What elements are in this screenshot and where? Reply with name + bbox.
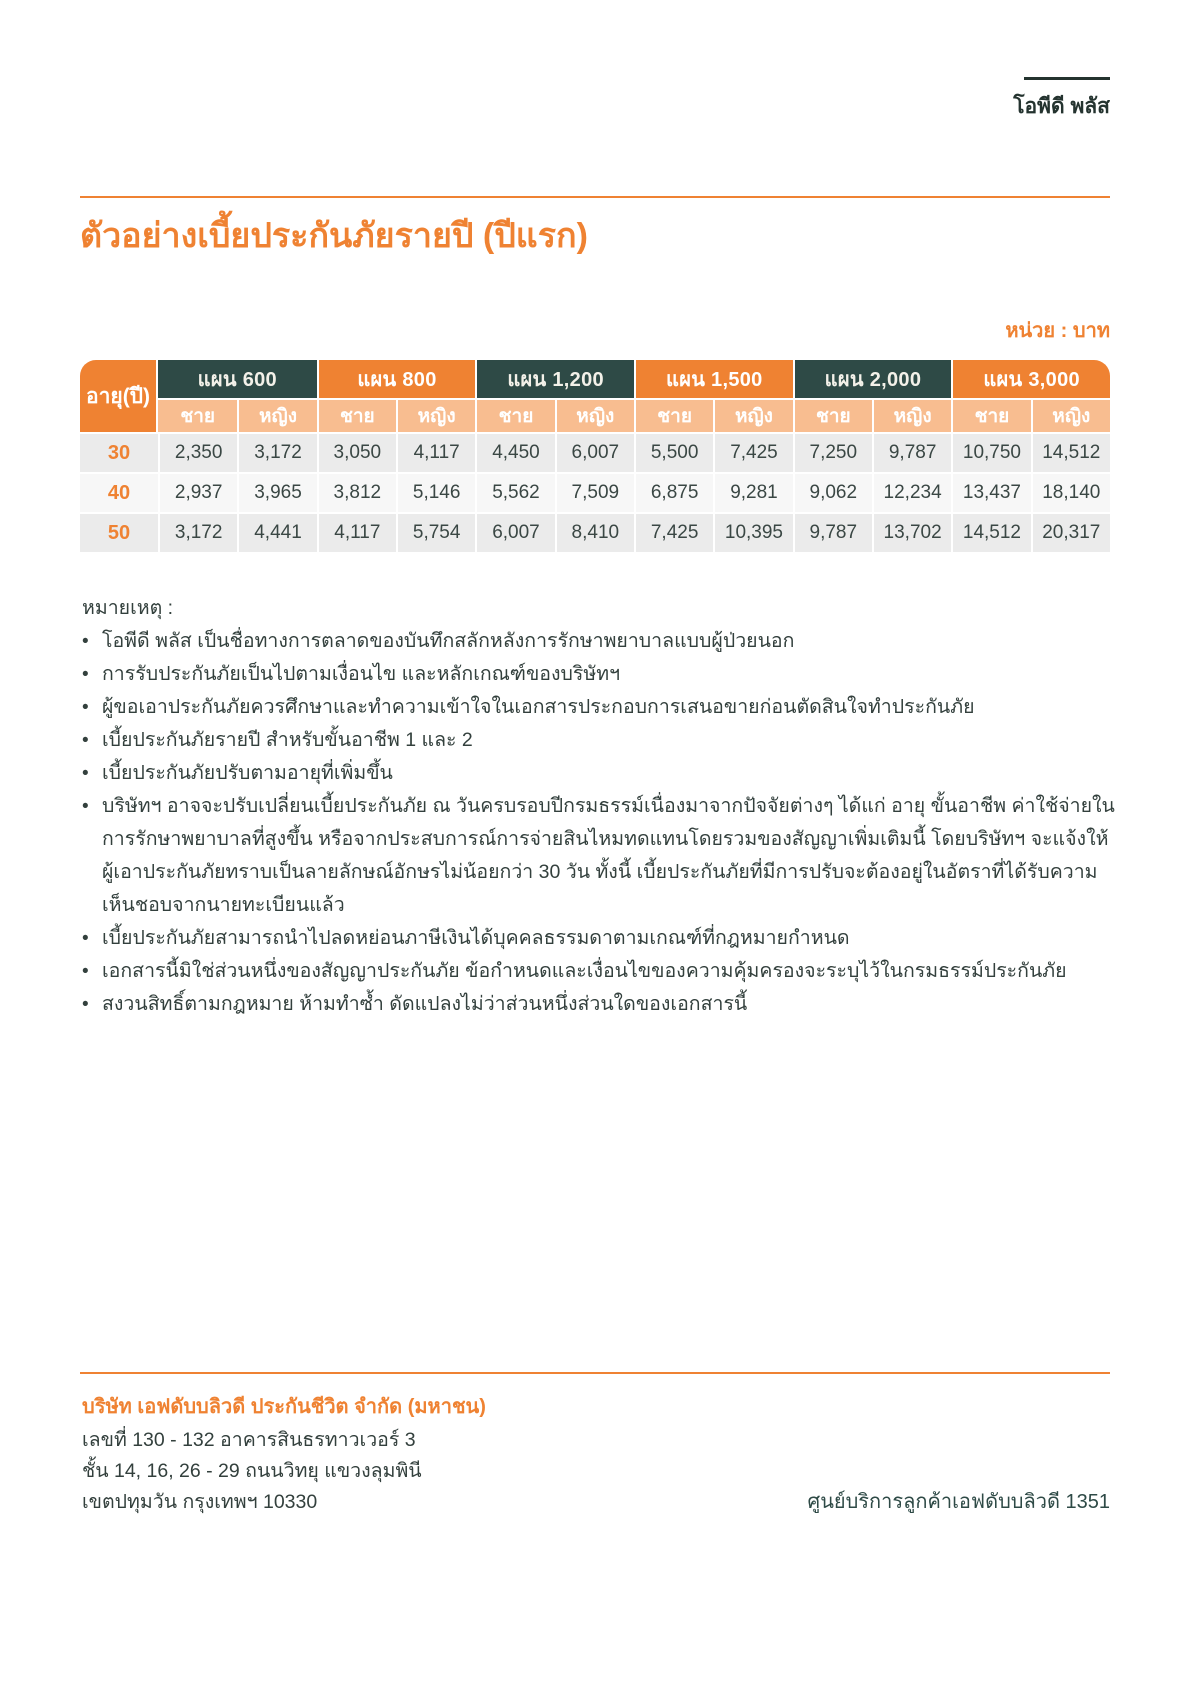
gender-header-male: ชาย: [951, 398, 1030, 432]
note-text: เบี้ยประกันภัยสามารถนำไปลดหย่อนภาษีเงินได้บุคคลธรรมดาตามเกณฑ์ที่กฎหมายกำหนด: [102, 927, 850, 949]
premium-cell: 7,250: [793, 432, 872, 472]
note-item: [82, 625, 1117, 658]
bullet-icon: •: [82, 994, 89, 1015]
premium-cell: 3,050: [317, 432, 396, 472]
premium-cell: 4,117: [317, 512, 396, 552]
gender-header-female: หญิง: [396, 398, 475, 432]
notes-section: [82, 592, 1117, 1021]
premium-cell: 18,140: [1031, 472, 1110, 512]
plan-header-600: แผน 600: [158, 360, 317, 398]
table-row-age-40: [80, 472, 1110, 512]
premium-cell: 13,702: [872, 512, 951, 552]
product-brand-name: โอพีดี พลัส: [1013, 95, 1110, 118]
gender-header-male: ชาย: [158, 398, 237, 432]
premium-cell: 3,172: [237, 432, 316, 472]
premium-cell: 4,450: [475, 432, 554, 472]
note-text: เอกสารนี้มิใช่ส่วนหนึ่งของสัญญาประกันภัย ข้อกำหนดและเงื่อนไขของความคุ้มครองจะระบุไว้ในกรมธรรม์ประกันภัย: [102, 960, 1067, 982]
bullet-icon: •: [82, 928, 89, 949]
plan-header-1200: แผน 1,200: [475, 360, 634, 398]
premium-cell: 14,512: [1031, 432, 1110, 472]
notes-heading: หมายเหตุ :: [82, 597, 174, 619]
gender-header-female: หญิง: [872, 398, 951, 432]
gender-header-female: หญิง: [237, 398, 316, 432]
note-text: เบี้ยประกันภัยรายปี สำหรับขั้นอาชีพ 1 และ 2: [102, 729, 473, 751]
premium-cell: 3,965: [237, 472, 316, 512]
note-item: [82, 757, 1117, 790]
plan-header-1500: แผน 1,500: [634, 360, 793, 398]
address-line-1: เลขที่ 130 - 132 อาคารสินธรทาวเวอร์ 3: [82, 1429, 416, 1451]
age-column-header: อายุ(ปี): [80, 360, 158, 432]
premium-cell: 12,234: [872, 472, 951, 512]
note-item: [82, 922, 1117, 955]
premium-cell: 7,425: [634, 512, 713, 552]
note-text: เบี้ยประกันภัยปรับตามอายุที่เพิ่มขึ้น: [102, 762, 393, 784]
age-cell: 50: [80, 512, 158, 552]
premium-cell: 9,787: [793, 512, 872, 552]
premium-cell: 7,509: [555, 472, 634, 512]
premium-rate-table: [80, 360, 1110, 552]
premium-cell: 6,875: [634, 472, 713, 512]
note-text: ผู้ขอเอาประกันภัยควรศึกษาและทำความเข้าใจในเอกสารประกอบการเสนอขายก่อนตัดสินใจทำประกันภัย: [102, 696, 975, 718]
note-item: [82, 955, 1117, 988]
plan-header-3000: แผน 3,000: [951, 360, 1110, 398]
premium-cell: 4,441: [237, 512, 316, 552]
gender-header-male: ชาย: [793, 398, 872, 432]
plan-header-row: [80, 360, 1110, 398]
premium-cell: 13,437: [951, 472, 1030, 512]
note-text: บริษัทฯ อาจจะปรับเปลี่ยนเบี้ยประกันภัย ณ วันครบรอบปีกรมธรรม์เนื่องมาจากปัจจัยต่างๆ ได้แก่ อายุ ขั้นอาชีพ ค่าใช้จ่ายในการรักษาพยาบาลที่สูงขึ้น หรือจากประสบการณ์การจ่ายสินไหมทดแทนโดยรวมของสัญญาเพิ่มเติมนี้ โดยบริษัทฯ จะแจ้งให้ผู้เอาประกันภัยทราบเป็นลายลักษณ์อักษรไม่น้อยกว่า 30 วัน ทั้งนี้ เบี้ยประกันภัยที่มีการปรับจะต้องอยู่ในอัตราที่ได้รับความเห็นชอบจากนายทะเบียนแล้ว: [102, 795, 1115, 916]
premium-cell: 6,007: [555, 432, 634, 472]
title-divider: [80, 196, 1110, 198]
gender-header-female: หญิง: [1031, 398, 1110, 432]
address-line-3: เขตปทุมวัน กรุงเทพฯ 10330: [82, 1491, 318, 1513]
premium-cell: 9,062: [793, 472, 872, 512]
note-item: [82, 724, 1117, 757]
bullet-icon: •: [82, 763, 89, 784]
premium-cell: 2,350: [158, 432, 237, 472]
premium-cell: 5,562: [475, 472, 554, 512]
footer-divider: [80, 1372, 1110, 1374]
bullet-icon: •: [82, 796, 89, 817]
bullet-icon: •: [82, 697, 89, 718]
premium-cell: 5,146: [396, 472, 475, 512]
footer: [82, 1392, 1110, 1518]
note-item: [82, 691, 1117, 724]
address-line-2: ชั้น 14, 16, 26 - 29 ถนนวิทยุ แขวงลุมพินี: [82, 1460, 422, 1482]
note-text: โอพีดี พลัส เป็นชื่อทางการตลาดของบันทึกสลักหลังการรักษาพยาบาลแบบผู้ป่วยนอก: [102, 630, 795, 652]
company-name: บริษัท เอฟดับบลิวดี ประกันชีวิต จำกัด (มหาชน): [82, 1396, 486, 1418]
premium-cell: 3,172: [158, 512, 237, 552]
premium-cell: 9,787: [872, 432, 951, 472]
premium-cell: 10,750: [951, 432, 1030, 472]
premium-cell: 2,937: [158, 472, 237, 512]
table-row-age-50: [80, 512, 1110, 552]
gender-header-male: ชาย: [634, 398, 713, 432]
age-cell: 40: [80, 472, 158, 512]
note-item: [82, 658, 1117, 691]
premium-cell: 20,317: [1031, 512, 1110, 552]
premium-cell: 9,281: [713, 472, 792, 512]
premium-cell: 14,512: [951, 512, 1030, 552]
brand-block: [1013, 76, 1110, 119]
premium-cell: 4,117: [396, 432, 475, 472]
gender-header-male: ชาย: [475, 398, 554, 432]
premium-cell: 7,425: [713, 432, 792, 472]
premium-cell: 6,007: [475, 512, 554, 552]
note-item: [82, 790, 1117, 922]
bullet-icon: •: [82, 730, 89, 751]
gender-header-row: [80, 398, 1110, 432]
premium-cell: 5,500: [634, 432, 713, 472]
plan-header-800: แผน 800: [317, 360, 476, 398]
age-cell: 30: [80, 432, 158, 472]
bullet-icon: •: [82, 631, 89, 652]
bullet-icon: •: [82, 664, 89, 685]
gender-header-female: หญิง: [555, 398, 634, 432]
premium-table: [80, 360, 1110, 552]
table-row-age-30: [80, 432, 1110, 472]
premium-cell: 8,410: [555, 512, 634, 552]
gender-header-female: หญิง: [713, 398, 792, 432]
plan-header-2000: แผน 2,000: [793, 360, 952, 398]
note-text: สงวนสิทธิ์ตามกฎหมาย ห้ามทำซ้ำ ดัดแปลงไม่ว่าส่วนหนึ่งส่วนใดของเอกสารนี้: [102, 993, 748, 1015]
premium-cell: 10,395: [713, 512, 792, 552]
note-text: การรับประกันภัยเป็นไปตามเงื่อนไข และหลักเกณฑ์ของบริษัทฯ: [102, 663, 621, 685]
premium-cell: 5,754: [396, 512, 475, 552]
premium-cell: 3,812: [317, 472, 396, 512]
unit-label: หน่วย : บาท: [1005, 320, 1110, 342]
gender-header-male: ชาย: [317, 398, 396, 432]
bullet-icon: •: [82, 961, 89, 982]
note-item: [82, 988, 1117, 1021]
customer-service-line: ศูนย์บริการลูกค้าเอฟดับบลิวดี 1351: [807, 1491, 1110, 1513]
brand-rule-divider: [1024, 77, 1110, 80]
page-title: ตัวอย่างเบี้ยประกันภัยรายปี (ปีแรก): [80, 217, 588, 255]
